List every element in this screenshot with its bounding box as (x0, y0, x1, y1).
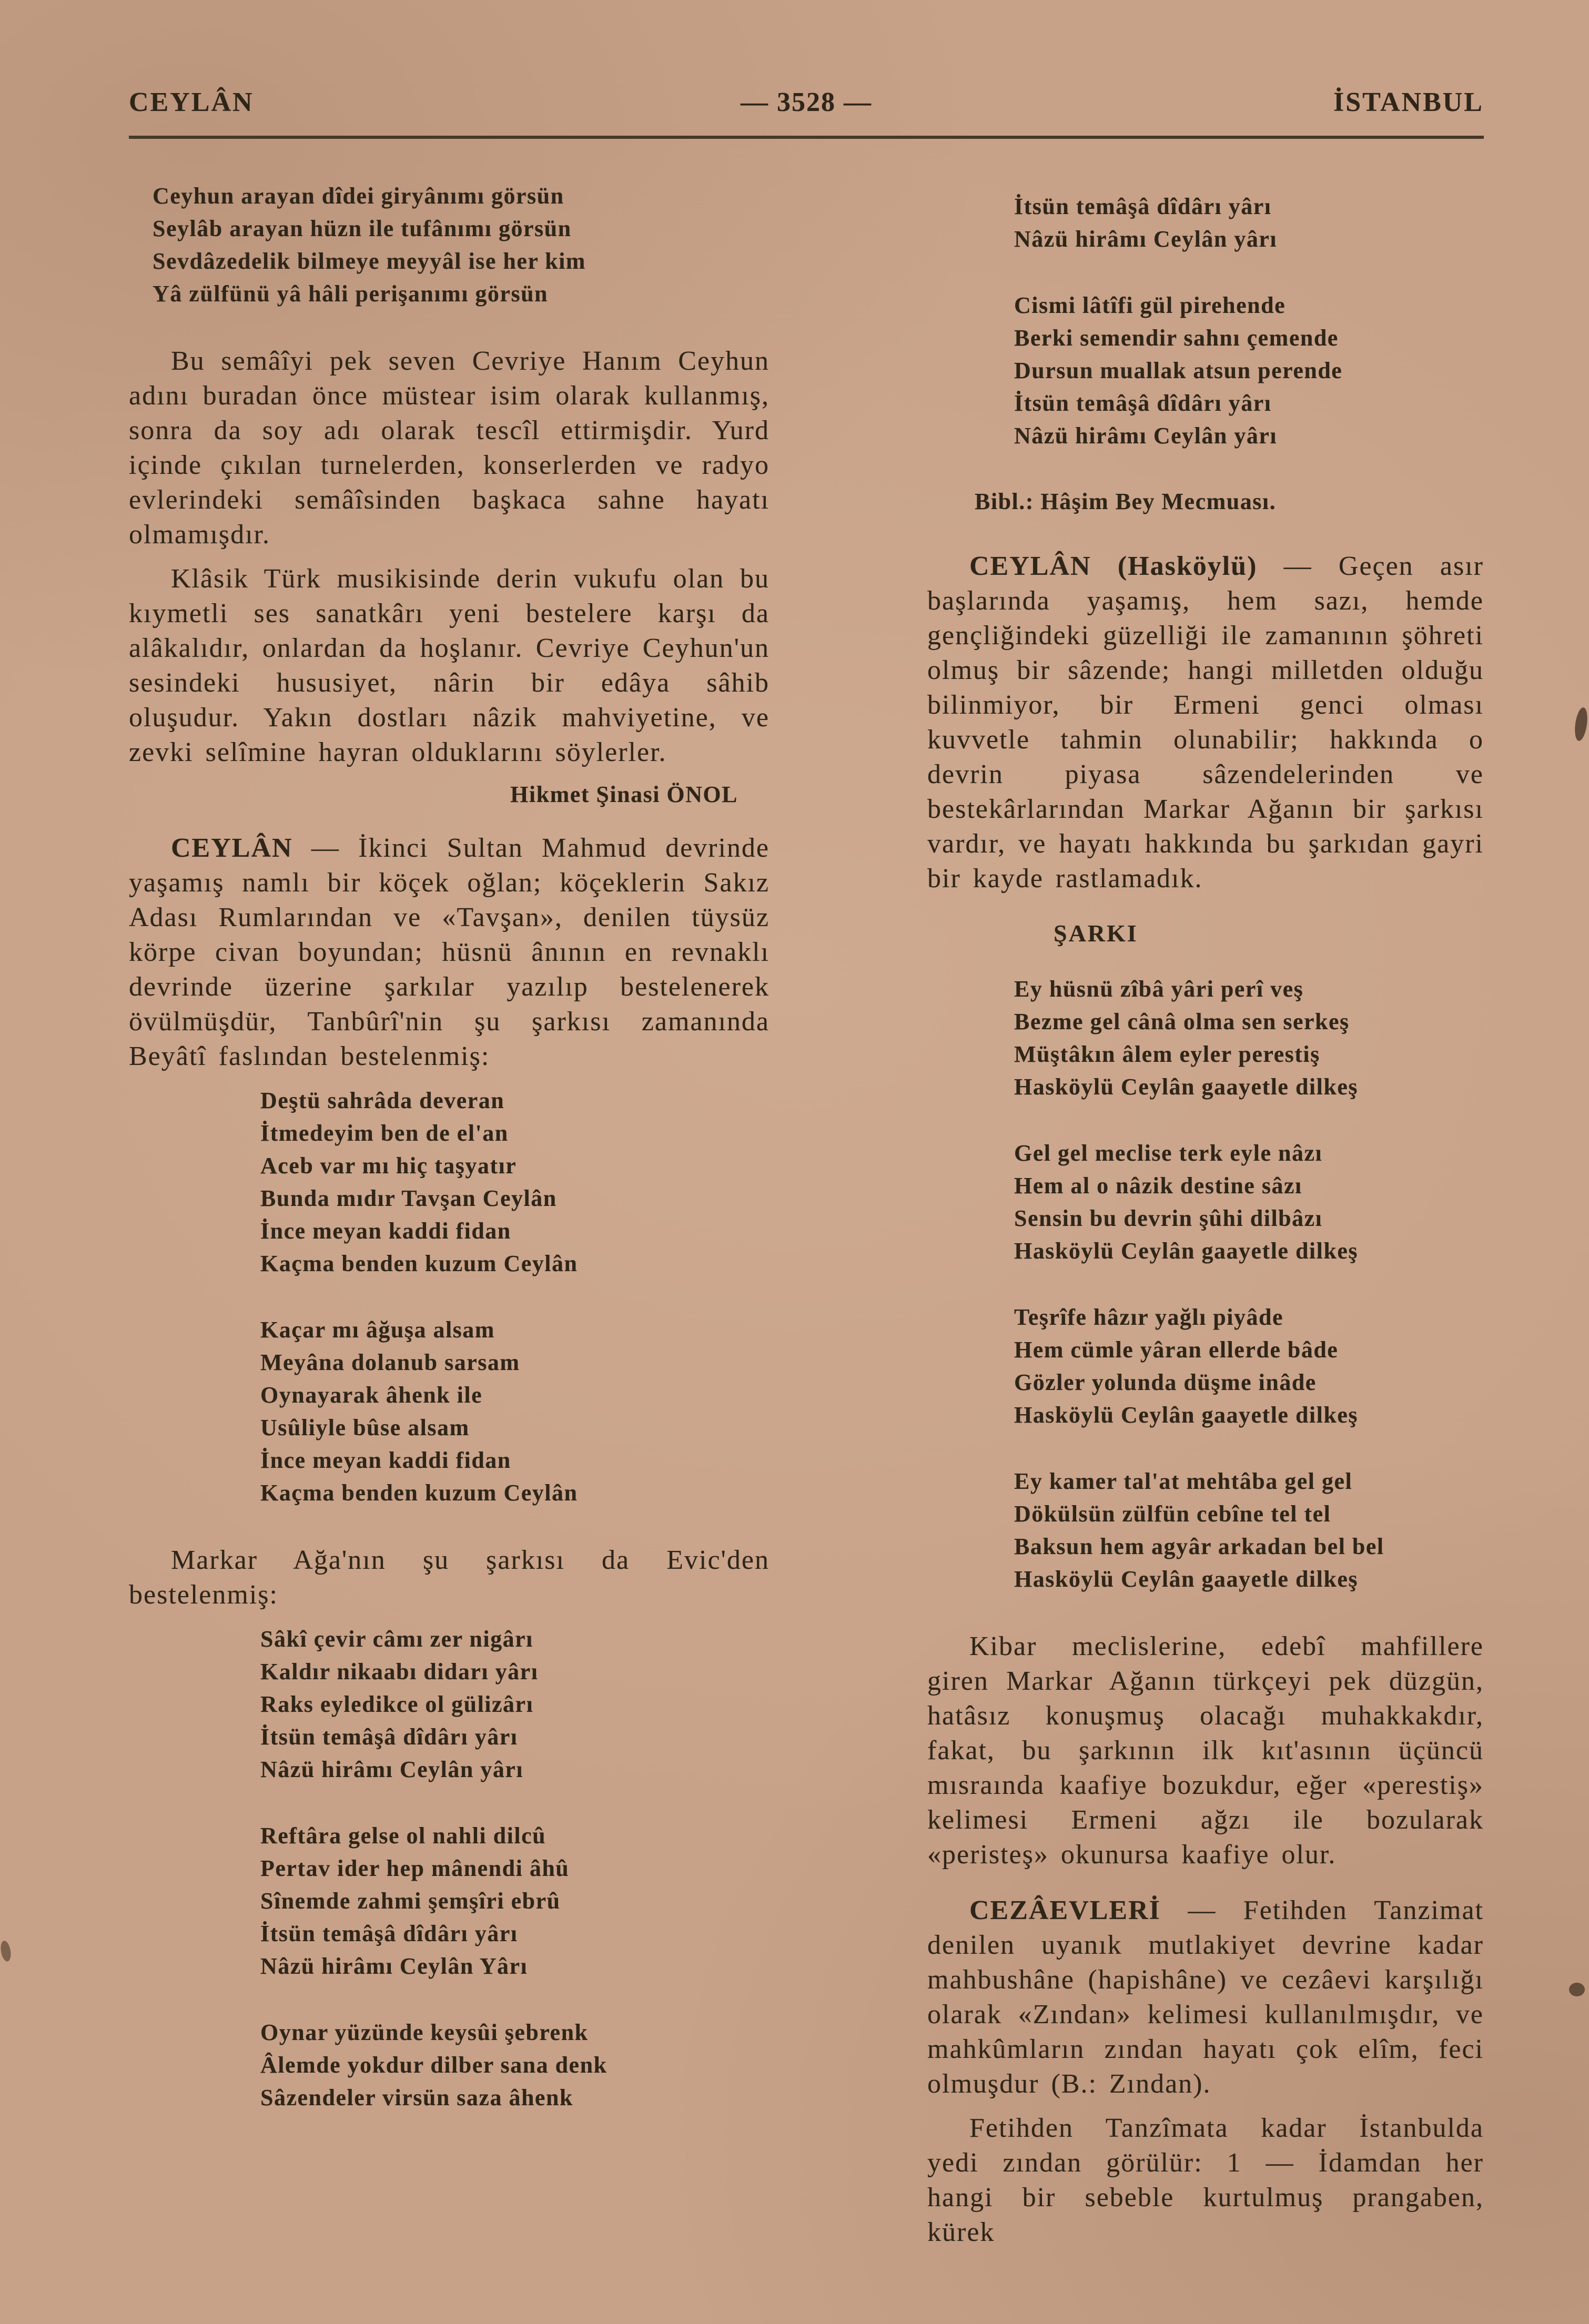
poem-line: Âlemde yokdur dilber sana denk (260, 2052, 608, 2078)
poem-stanza (260, 1820, 770, 1983)
header-entry-title: CEYLÂN (129, 87, 254, 117)
poem-line: Hasköylü Ceylân gaayetle dilkeş (1014, 1402, 1358, 1428)
column-right (927, 180, 1484, 2259)
poem-line: İtsün temâşâ dîdârı yârı (260, 1724, 518, 1750)
poem-line: Usûliyle bûse alsam (260, 1415, 470, 1440)
poem-stanza (1014, 1301, 1484, 1432)
paragraph: Fetihden Tanzîmata kadar İstanbulda yedi zından görülür: 1 — İdamdan her hangi bir sebeble kurtulmuş prangaben, kürek (927, 2113, 1484, 2247)
paragraph: Kibar meclislerine, edebî mahfillere giren Markar Ağanın türkçeyi pek düzgün, hatâsız konuşmuş olacağı muhakkakdır, fakat, bu şarkının ilk kıt'asının üçüncü mısraında kaafiye bozukdur, eğer «perestiş» kelimesi Ermeni ağzı ile bozularak «peristeş» okunursa kaafiye olur. (927, 1631, 1484, 1870)
poem-line: Kaçma benden kuzum Ceylân (260, 1251, 578, 1276)
entry-headword: CEZÂEVLERİ (969, 1895, 1161, 1925)
poem-line: Ceyhun arayan dîdei giryânımı görsün (153, 183, 564, 209)
ink-smudge (0, 1940, 12, 1963)
poem-line: Ey hüsnü zîbâ yâri perî veş (1014, 976, 1304, 1002)
poem-line: Oynayarak âhenk ile (260, 1382, 483, 1408)
poem-line: İtsün temâşâ dîdârı yârı (1014, 194, 1272, 219)
poem-line: Kaçma benden kuzum Ceylân (260, 1480, 578, 1506)
paragraph: Markar Ağa'nın şu şarkısı da Evic'den bestelenmiş: (129, 1545, 770, 1610)
header-volume-title: İSTANBUL (1333, 87, 1484, 117)
poem-stanza (1014, 1137, 1484, 1267)
poem-line: Müştâkın âlem eyler perestiş (1014, 1041, 1320, 1067)
entry-paragraph: CEZÂEVLERİ — Fetihden Tanzimat denilen uyanık mutlakiyet devrine kadar mahbushâne (hapishâne) ve cezâevi karşılığı olarak «Zından» kelimesi kullanılmışdır, ve mahkûmların zından hayatı çok elîm, feci olmuşdur (B.: Zından). (927, 1895, 1484, 2099)
ink-smudge (1569, 1983, 1585, 1996)
poem-line: Sensin bu devrin şûhi dilbâzı (1014, 1205, 1323, 1231)
ink-smudge (1573, 707, 1589, 742)
column-left (129, 180, 770, 2259)
bibliography-note: Bibl.: Hâşim Bey Mecmuası. (975, 489, 1277, 514)
poem-line: Kaçar mı âğuşa alsam (260, 1317, 495, 1343)
header-rule (129, 136, 1484, 139)
poem-line: Reftâra gelse ol nahli dilcû (260, 1823, 546, 1849)
poem-line: Nâzü hirâmı Ceylân Yârı (260, 1953, 528, 1979)
section-heading: ŞARKI (1054, 920, 1138, 947)
poem-line: Meyâna dolanub sarsam (260, 1349, 520, 1375)
poem-line: Hem cümle yâran ellerde bâde (1014, 1337, 1339, 1363)
poem-line: Hem al o nâzik destine sâzı (1014, 1173, 1302, 1199)
poem-line: Cismi lâtîfi gül pirehende (1014, 292, 1286, 318)
poem-line: Hasköylü Ceylân gaayetle dilkeş (1014, 1074, 1358, 1100)
poem-stanza (260, 1623, 770, 1786)
poem-line: Teşrîfe hâzır yağlı piyâde (1014, 1304, 1283, 1330)
poem-line: İnce meyan kaddi fidan (260, 1447, 511, 1473)
poem-line: Bunda mıdır Tavşan Ceylân (260, 1185, 557, 1211)
poem-line: Raks eyledikce ol gülizârı (260, 1691, 534, 1717)
poem-line: İnce meyan kaddi fidan (260, 1218, 511, 1244)
poem-stanza (153, 180, 770, 310)
poem-line: Nâzü hirâmı Ceylân yârı (260, 1757, 524, 1782)
poem-stanza (1014, 1465, 1484, 1596)
poem-line: Kaldır nikaabı didarı yârı (260, 1659, 539, 1684)
poem-stanza (260, 1084, 770, 1280)
poem-line: Berki semendir sahnı çemende (1014, 325, 1339, 351)
poem-stanza (1014, 973, 1484, 1103)
poem-line: Sînemde zahmi şemşîri ebrû (260, 1888, 561, 1914)
poem-line: İtmedeyim ben de el'an (260, 1120, 509, 1146)
poem-line: Sâkî çevir câmı zer nigârı (260, 1626, 533, 1652)
poem-stanza (260, 2016, 770, 2114)
page-header (129, 87, 1484, 118)
author-signature: Hikmet Şinasi ÖNOL (510, 782, 738, 807)
poem-stanza (1014, 190, 1484, 256)
poem-stanza (260, 1314, 770, 1509)
poem-line: Nâzü hirâmı Ceylân yârı (1014, 423, 1278, 449)
page-number: — 3528 — (741, 87, 872, 117)
poem-line: Gel gel meclise terk eyle nâzı (1014, 1140, 1323, 1166)
poem-line: Sevdâzedelik bilmeye meyyâl ise her kim (153, 248, 586, 274)
poem-line: Bezme gel cânâ olma sen serkeş (1014, 1009, 1350, 1034)
poem-line: Nâzü hirâmı Ceylân yârı (1014, 226, 1278, 252)
poem-line: Pertav ider hep mânendi âhû (260, 1855, 570, 1881)
poem-line: Dökülsün zülfün cebîne tel tel (1014, 1501, 1331, 1527)
poem-line: Yâ zülfünü yâ hâli perişanımı görsün (153, 281, 549, 307)
poem-line: İtsün temâşâ dîdârı yârı (1014, 390, 1272, 416)
poem-line: Deştü sahrâda deveran (260, 1088, 505, 1113)
poem-line: Baksun hem agyâr arkadan bel bel (1014, 1534, 1384, 1559)
poem-line: Aceb var mı hiç taşyatır (260, 1153, 517, 1179)
poem-line: Hasköylü Ceylân gaayetle dilkeş (1014, 1566, 1358, 1592)
entry-headword: CEYLÂN (171, 833, 293, 863)
entry-headword: CEYLÂN (Hasköylü) (969, 551, 1258, 581)
poem-line: Ey kamer tal'at mehtâba gel gel (1014, 1468, 1353, 1494)
poem-line: Oynar yüzünde keysûi şebrenk (260, 2019, 589, 2045)
paragraph: Bu semâîyi pek seven Cevriye Hanım Ceyhun adını buradan önce müstear isim olarak kullanmış, sonra da soy adı olarak tescîl ettirmişdir. Yurd içinde çıkılan turnelerden, konserlerden ve radyo evlerindeki semâîsinden başkaca sahne hayatı olmamışdır. (129, 346, 770, 550)
poem-line: Hasköylü Ceylân gaayetle dilkeş (1014, 1238, 1358, 1264)
entry-paragraph: CEYLÂN (Hasköylü) — Geçen asır başlarında yaşamış, hem sazı, hemde gençliğindeki güzelliği ile zamanının şöhreti olmuş bir sâzende; hangi milletden olduğu bilinmiyor, bir Ermeni genci olması kuvvetle tahmin olunabilir; hakkında o devrin piyasa sâzendelerinden ve bestekârlarından Markar Ağanın bir şarkısı vardır, ve hayatı hakkında bu şarkıdan gayri bir kayde rastlamadık. (927, 551, 1484, 894)
poem-line: Sâzendeler virsün saza âhenk (260, 2085, 573, 2110)
poem-line: Gözler yolunda düşme inâde (1014, 1369, 1317, 1395)
poem-line: İtsün temâşâ dîdârı yârı (260, 1921, 518, 1946)
bibliography-label: Bibl.: (975, 489, 1034, 514)
entry-paragraph: CEYLÂN — İkinci Sultan Mahmud devrinde yaşamış namlı bir köçek oğlan; köçeklerin Sakız Adası Rumlarından ve «Tavşan», denilen tüysüz körpe civan boyundan; hüsnü ânının en revnaklı devrinde üzerine şarkılar yazılıp bestelenerek övülmüşdür, Tanbûrî'nin şu şarkısı zamanında Beyâtî faslından bestelenmiş: (129, 833, 770, 1071)
poem-stanza (1014, 289, 1484, 452)
poem-line: Dursun muallak atsun perende (1014, 358, 1343, 383)
poem-line: Seylâb arayan hüzn ile tufânımı görsün (153, 216, 572, 241)
text-columns (129, 180, 1484, 2259)
paragraph: Klâsik Türk musikisinde derin vukufu olan bu kıymetli ses sanatkârı yeni bestelere karşı da alâkalıdır, onlardan da hoşlanır. Cevriye Ceyhun'un sesindeki hususiyet, nârin bir edâya sâhib oluşudur. Yakın dostları nâzik mahviyetine, ve zevki selîmine hayran olduklarını söylerler. (129, 564, 770, 767)
